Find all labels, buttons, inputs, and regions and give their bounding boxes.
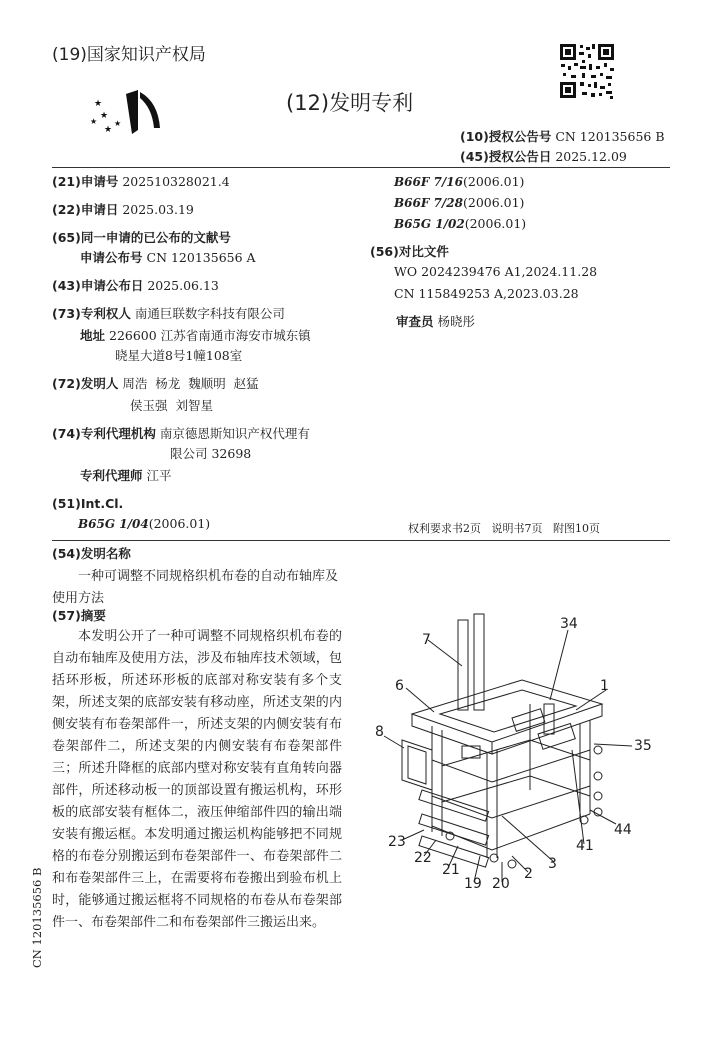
figure-label: 23 [388,834,406,850]
address: 地址 226600 江苏省南通市海安市城东镇 [80,328,311,343]
prior-publication-number: 申请公布号 CN 120135656 A [80,250,256,265]
svg-text:★: ★ [100,111,109,121]
figure-label: 41 [576,838,594,854]
publication-date: (43)申请公布日 2025.06.13 [52,278,219,293]
document-type: (12)发明专利 [286,91,414,115]
header-divider [52,167,670,168]
svg-text:★: ★ [94,99,103,109]
figure-label: 3 [548,856,557,872]
figure-label: 35 [634,738,652,754]
svg-text:★: ★ [90,117,98,126]
prior-publication-heading: (65)同一申请的已公布的文献号 [52,230,231,245]
patent-figure [362,600,662,900]
figure-label: 34 [560,616,578,632]
patentee: (73)专利权人 南通巨联数字科技有限公司 [52,306,285,321]
invention-title: 一种可调整不同规格织机布卷的自动布轴库及使用方法 [52,569,339,606]
figure-label: 22 [414,850,432,866]
inventors-line-2: 侯玉强 刘智星 [130,398,213,413]
patent-agency-line-2: 限公司 32698 [170,446,252,461]
reference-1: WO 2024239476 A1,2024.11.28 [394,264,598,279]
examiner: 审查员 杨晓彤 [396,314,476,329]
page-counts: 权利要求书2页 说明书7页 附图10页 [408,522,600,535]
svg-text:★: ★ [104,125,113,135]
figure-label: 44 [614,822,632,838]
inventors: (72)发明人 周浩 杨龙 魏顺明 赵猛 [52,376,259,391]
figure-label: 1 [600,678,609,694]
patent-agency: (74)专利代理机构 南京德恩斯知识产权代理有 [52,426,310,441]
references-heading: (56)对比文件 [370,244,449,259]
ipc-3: B65G 1/02(2006.01) [394,216,527,231]
application-number: (21)申请号 202510328021.4 [52,174,230,189]
intcl-heading: (51)Int.Cl. [52,496,124,511]
grant-pub-date: (45)授权公告日 2025.12.09 [460,149,627,164]
ipc-1: B66F 7/16(2006.01) [394,174,525,189]
figure-label: 7 [422,632,431,648]
grant-pub-no: (10)授权公告号 CN 120135656 B [460,129,665,144]
application-date: (22)申请日 2025.03.19 [52,202,194,217]
address-line-2: 晓星大道8号1幢108室 [115,348,243,363]
figure-label: 8 [375,724,384,740]
svg-text:★: ★ [114,119,122,128]
issuing-office: (19)国家知识产权局 [52,45,206,65]
cnipa-logo [88,88,168,140]
section-divider [52,540,670,541]
side-publication-number: CN 120135656 B [30,867,44,968]
abstract-text: 本发明公开了一种可调整不同规格织机布卷的自动布轴库及使用方法，涉及布轴库技术领域，包括环形板，所述环形板的底部对称安装有多个支架，所述支架的底部安装有移动座，所述支架的内侧安装有布卷架部件一，所述支架的内侧安装有布卷架部件二，所述支架的内侧安装有布卷架部件三；所述升降框的底部内壁对称安装有直角转向器部件，所述移动板一的顶部设置有搬运机构，环形板的底部安装有框体二，液压伸缩部件四的输出端安装有搬运框。本发明通过搬运机构能够把不同规格的布卷分别搬运到布卷架部件一、布卷架部件二和布卷架部件三上，在需要将布卷搬出到验布机上时，能够通过搬运框将不同规格的布卷从布卷架部件一、布卷架部件二和布卷架部件三搬运出来。 [52,629,342,930]
figure-label: 21 [442,862,460,878]
qr-code-icon [558,42,616,100]
figure-label: 19 [464,876,482,892]
figure-label: 2 [524,866,533,882]
abstract-heading: (57)摘要 [52,608,106,623]
figure-label: 20 [492,876,510,892]
intcl-code: B65G 1/04(2006.01) [78,516,211,531]
figure-label: 6 [395,678,404,694]
reference-2: CN 115849253 A,2023.03.28 [394,286,579,301]
title-heading: (54)发明名称 [52,546,131,561]
ipc-2: B66F 7/28(2006.01) [394,195,525,210]
patent-agent: 专利代理师 江平 [80,468,172,483]
